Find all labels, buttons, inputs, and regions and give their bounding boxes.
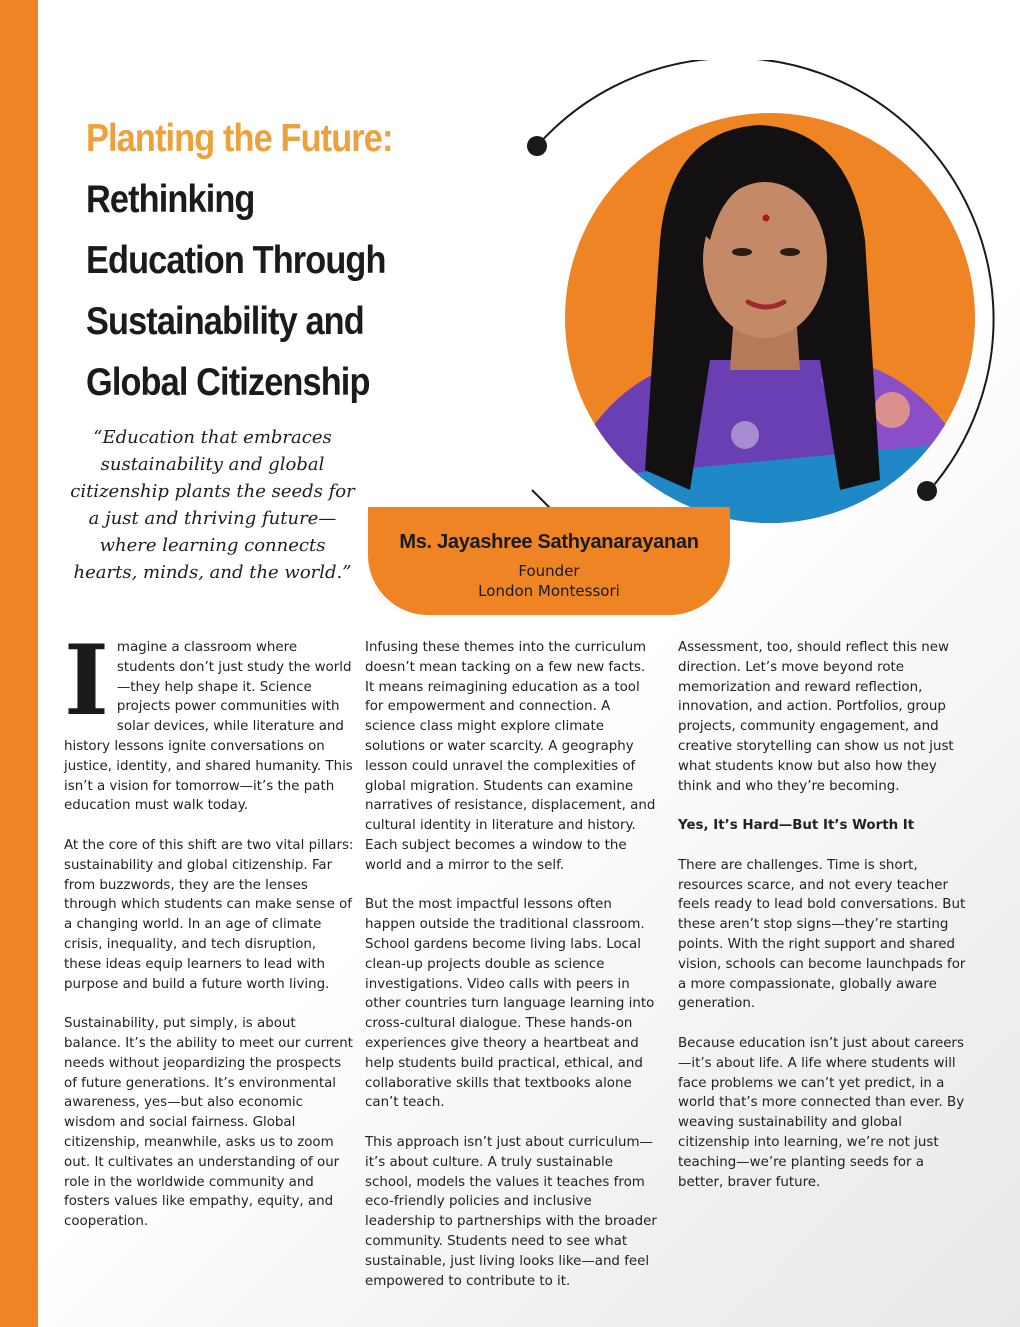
article-paragraph: There are challenges. Time is short, resources scarce, and not every teacher feels ready to lead bold conversations. But these aren’t stop signs—they’re starting points. With the right support and shared vision, schools can become launchpads for a more compassionate, globally aware generation. xyxy=(678,857,966,1012)
pull-quote: “Education that embraces sustainability and global citizenship plants the seeds for a just and thriving future—where learning connects hearts, minds, and the world.” xyxy=(70,427,355,583)
article-paragraph: This approach isn’t just about curriculum—it’s about culture. A truly sustainable school, models the values it teaches from eco-friendly policies and inclusive leadership to partnerships with the broader community. Students need to see what sustainable, just living looks like—and feel empowered to contribute to it. xyxy=(365,1134,657,1289)
article-paragraph: Sustainability, put simply, is about balance. It’s the ability to meet our current needs without jeopardizing the prospects of future generations. It’s environmental awareness, yes—but also economic wisdom and social fairness. Global citizenship, meanwhile, asks us to zoom out. It cultivates an understanding of our role in the worldwide community and fosters values like empathy, equity, and cooperation. xyxy=(64,1016,353,1230)
headline-main: Rethinking Education Through Sustainability and Global Citizenship xyxy=(86,178,386,404)
article-paragraph: Because education isn’t just about careers—it’s about life. A life where students will face problems we can’t yet predict, in a world that’s more connected than ever. By weaving sustainability and global citizenship into learning, we’re not just teaching—we’re planting seeds for a better, braver future. xyxy=(678,1035,965,1190)
profile-role: Founder xyxy=(518,562,580,580)
headline-accent: Planting the Future: xyxy=(86,117,393,160)
portrait-area xyxy=(520,60,1020,580)
article-column-2 xyxy=(365,638,657,1311)
portrait-graphic xyxy=(520,60,1020,580)
drop-cap: I xyxy=(64,624,109,737)
article-headline xyxy=(86,108,420,413)
profile-organization: London Montessori xyxy=(478,582,620,600)
profile-name: Ms. Jayashree Sathyanarayanan xyxy=(399,531,699,553)
article-column-1 xyxy=(64,624,356,1252)
article-subheading: Yes, It’s Hard—But It’s Worth It xyxy=(678,818,915,834)
orange-side-bar xyxy=(0,0,38,1327)
paragraph-text: magine a classroom where students don’t just study the world—they help shape it. Science projects power communities with solar devices, while literature and history lessons ignite conversations on justice, identity, and shared humanity. This isn’t a vision for tomorrow—it’s the path education must walk today. xyxy=(64,640,353,814)
article-column-3 xyxy=(678,638,970,1212)
name-badge xyxy=(368,507,730,619)
article-paragraph: Infusing these themes into the curriculum doesn’t mean tacking on a few new facts. It means reimagining education as a tool for empowerment and connection. A science class might explore climate solutions or water scarcity. A geography lesson could unravel the complexities of global migration. Students can examine narratives of resistance, displacement, and cultural identity in literature and history. Each subject becomes a window to the world and a mirror to the self. xyxy=(365,640,656,873)
arc-end-dot xyxy=(527,136,547,156)
arc-end-dot xyxy=(917,481,937,501)
article-paragraph: At the core of this shift are two vital pillars: sustainability and global citizenship. Far from buzzwords, they are the lenses through which students can make sense of a changing world. In an age of climate crisis, inequality, and tech disruption, these ideas equip learners to lead with purpose and build a future worth living. xyxy=(64,837,354,992)
article-paragraph: Assessment, too, should reflect this new direction. Let’s move beyond rote memorization and reward reflection, innovation, and action. Portfolios, group projects, community engagement, and creative storytelling can show us not just what students know but also how they think and who they’re becoming. xyxy=(678,640,954,794)
article-paragraph: But the most impactful lessons often happen outside the traditional classroom. School gardens become living labs. Local clean-up projects double as science investigations. Video calls with peers in other countries turn language learning into cross-cultural dialogue. These hands-on experiences give theory a heartbeat and help students build practical, ethical, and collaborative skills that textbooks alone can’t teach. xyxy=(365,897,655,1111)
article-paragraph xyxy=(64,624,356,816)
